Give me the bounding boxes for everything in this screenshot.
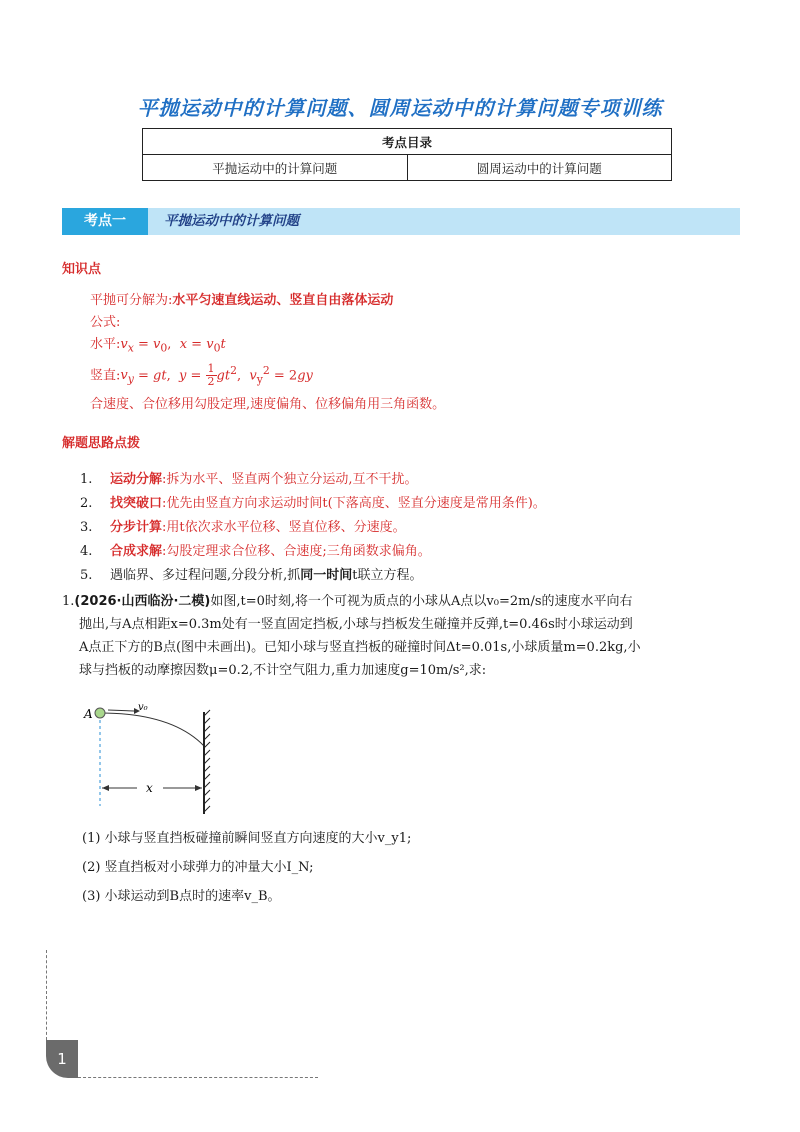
knowledge-intro-bold: 水平匀速直线运动、竖直自由落体运动 (172, 293, 394, 308)
tip-item: 2. 找突破口:优先由竖直方向求运动时间t(下落高度、竖直分速度是常用条件)。 (80, 496, 546, 511)
distance-label: x (146, 781, 153, 795)
velocity-arrow (108, 710, 134, 711)
trajectory-curve (100, 713, 204, 746)
tip-item: 5. 遇临界、多过程问题,分段分析,抓同一时间t联立方程。 (80, 568, 423, 583)
vertical-formula: 竖直$:v_y$ = gt, y = $\frac{1}{2}$ $gt^2$, $v_y^2 = 2gy$ (90, 362, 313, 389)
problem-line-4: 球与挡板的动摩擦因数μ=0.2,不计空气阻力,重力加速度g=10m/s²,求: (79, 663, 487, 678)
problem-line-1: 1.(2026·山西临汾·二模)如图,t=0时刻,将一个可视为质点的小球从A点以v₀=2m/s的速度水平向右 (62, 594, 633, 609)
velocity-label: v₀ (138, 702, 148, 713)
tip-item: 4. 合成求解:勾股定理求合位移、合速度;三角函数求偏角。 (80, 544, 431, 559)
page-title: 平抛运动中的计算问题、圆周运动中的计算问题专项训练 (137, 96, 663, 120)
question-2: (2) 竖直挡板对小球弹力的冲量大小I_N; (82, 860, 314, 875)
knowledge-heading: 知识点 (62, 262, 102, 277)
tip-item: 3. 分步计算:用t依次求水平位移、竖直位移、分速度。 (80, 520, 406, 535)
point-label-A: A (84, 707, 93, 721)
section-title: 平抛运动中的计算问题 (164, 213, 299, 229)
question-1: (1) 小球与竖直挡板碰撞前瞬间竖直方向速度的大小v_y1; (82, 831, 412, 846)
tip-item: 1. 运动分解:拆为水平、竖直两个独立分运动,互不干扰。 (80, 472, 418, 487)
problem-1 (62, 590, 742, 682)
ball-A (95, 708, 105, 718)
problem-line-2: 抛出,与A点相距x=0.3m处有一竖直固定挡板,小球与挡板发生碰撞并反弹,t=0.46s时小球运动到 (79, 617, 633, 632)
questions-list (82, 824, 411, 911)
tips-list (80, 468, 740, 588)
toc-header: 考点目录 (143, 129, 672, 155)
section-bar (62, 208, 740, 235)
page-border-horizontal (78, 1077, 318, 1078)
section-tag: 考点一 (62, 208, 148, 235)
knowledge-intro: 平抛可分解为:水平匀速直线运动、竖直自由落体运动 (90, 293, 394, 308)
projectile-figure (82, 698, 222, 816)
toc-item-2[interactable]: 圆周运动中的计算问题 (407, 155, 672, 181)
knowledge-summary: 合速度、合位移用勾股定理,速度偏角、位移偏角用三角函数。 (90, 397, 446, 412)
problem-line-3: A点正下方的B点(图中未画出)。已知小球与竖直挡板的碰撞时间Δt=0.01s,小球质量m=0.2kg,小 (79, 640, 641, 655)
horizontal-formula: 水平$:v_x = v_0$, $x = v_0t$ (90, 337, 226, 355)
toc-item-1[interactable]: 平抛运动中的计算问题 (143, 155, 408, 181)
page-number: 1 (46, 1040, 78, 1078)
toc-table (142, 128, 672, 181)
formula-label: 公式: (90, 315, 121, 330)
tips-heading: 解题思路点拨 (62, 436, 141, 451)
question-3: (3) 小球运动到B点时的速率v_B。 (82, 889, 281, 904)
page-border-vertical (46, 950, 47, 1040)
